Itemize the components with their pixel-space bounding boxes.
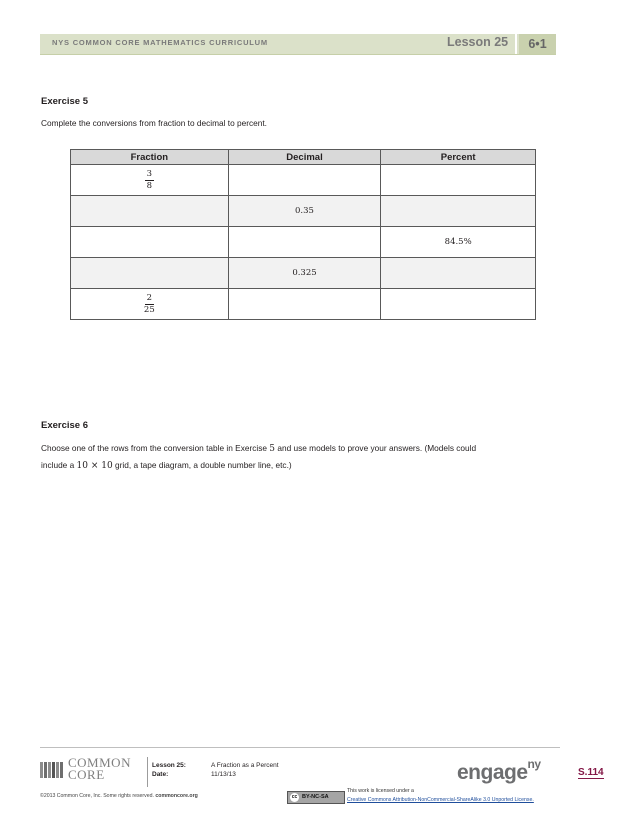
copyright-site: commoncore.org — [155, 793, 198, 799]
percent-cell[interactable] — [381, 258, 536, 289]
footer-lesson-label: Lesson 25: — [152, 762, 186, 769]
cc-badge-text: BY-NC-SA — [302, 794, 329, 800]
percent-cell: 84.5% — [381, 227, 536, 258]
copyright-text: ©2013 Common Core, Inc. Some rights reserved. — [40, 793, 156, 799]
exercise-6-text-2b: grid, a tape diagram, a double number line, etc.) — [112, 460, 292, 470]
footer-date-label: Date: — [152, 771, 169, 778]
license-link[interactable]: Creative Commons Attribution-NonCommercial-ShareAlike 3.0 Unported License. — [347, 797, 534, 803]
page-number: S.114 — [578, 767, 604, 778]
percent-cell[interactable] — [381, 196, 536, 227]
exercise-6-title: Exercise 6 — [41, 420, 89, 431]
exercise-6-math: 10 × 10 — [76, 461, 113, 471]
footer-lesson-value: A Fraction as a Percent — [211, 762, 279, 769]
exercise-6-text-1a: Choose one of the rows from the conversion table in Exercise — [41, 443, 270, 453]
header-divider — [515, 34, 517, 54]
table-header-row — [71, 150, 536, 165]
footer-divider — [147, 757, 148, 787]
cc-license-badge[interactable] — [287, 791, 345, 804]
fraction — [144, 293, 155, 316]
lesson-number: Lesson 25 — [447, 35, 509, 49]
table-row — [71, 227, 536, 258]
header-decimal: Decimal — [228, 150, 381, 165]
fraction — [145, 169, 154, 192]
brand-name: engage — [457, 761, 528, 784]
decimal-cell: 0.35 — [228, 196, 381, 227]
exercise-6-number: 5 — [269, 444, 276, 454]
exercise-5-instructions: Complete the conversions from fraction to decimal to percent. — [41, 118, 267, 128]
exercise-6-instructions — [41, 440, 561, 474]
decimal-cell[interactable] — [228, 289, 381, 320]
fraction-numerator: 2 — [146, 292, 153, 303]
common-core-logo-icon — [40, 760, 66, 780]
engageny-logo — [457, 757, 541, 785]
decimal-cell[interactable] — [228, 165, 381, 196]
fraction-cell[interactable] — [71, 196, 229, 227]
percent-cell[interactable] — [381, 165, 536, 196]
exercise-6-text-1b: and use models to prove your answers. (Models could — [275, 443, 477, 453]
footer-rule — [40, 747, 560, 748]
fraction-cell[interactable] — [71, 227, 229, 258]
copyright-notice — [40, 793, 198, 799]
exercise-5-title: Exercise 5 — [41, 96, 89, 107]
percent-cell[interactable] — [381, 289, 536, 320]
footer-date-value: 11/13/13 — [211, 771, 236, 778]
logo-line-2: CORE — [68, 767, 105, 782]
table-row — [71, 289, 536, 320]
decimal-cell[interactable] — [228, 227, 381, 258]
cc-icon: cc — [291, 794, 298, 800]
table-row — [71, 196, 536, 227]
license-line-1: This work is licensed under a — [347, 788, 414, 794]
fraction-cell — [71, 165, 229, 196]
fraction-cell[interactable] — [71, 258, 229, 289]
fraction-denominator: 25 — [143, 304, 155, 315]
grade-module-badge: 6•1 — [519, 34, 556, 54]
brand-sup: ny — [527, 757, 541, 771]
exercise-6-text-2a: include a — [41, 460, 77, 470]
header-fraction: Fraction — [71, 150, 229, 165]
conversion-table — [70, 149, 536, 320]
logo-line-1: COMMON — [68, 755, 131, 770]
fraction-numerator: 3 — [146, 168, 153, 179]
fraction-cell — [71, 289, 229, 320]
fraction-denominator: 8 — [146, 180, 153, 191]
common-core-logo-text — [68, 757, 131, 781]
decimal-cell: 0.325 — [228, 258, 381, 289]
header-percent: Percent — [381, 150, 536, 165]
table-row — [71, 258, 536, 289]
curriculum-title: NYS COMMON CORE MATHEMATICS CURRICULUM — [52, 38, 268, 47]
table-row — [71, 165, 536, 196]
